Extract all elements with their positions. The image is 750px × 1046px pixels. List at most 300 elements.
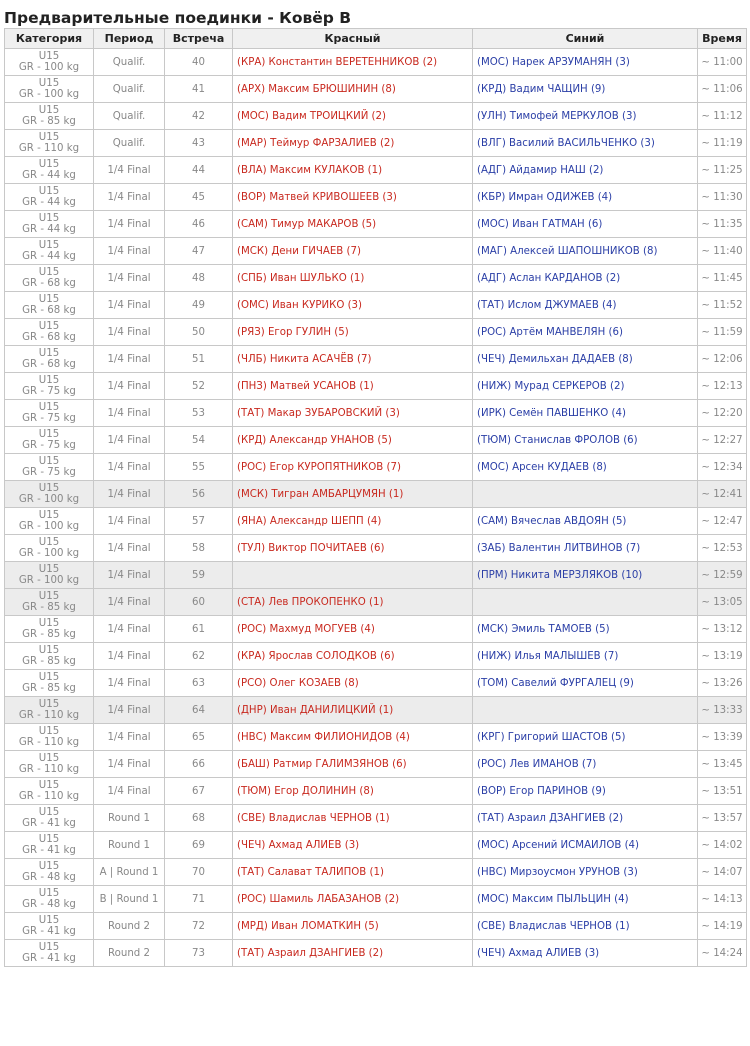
bout-time: ~ 11:52 xyxy=(698,292,747,319)
bout-number: 67 xyxy=(165,778,233,805)
category-cell xyxy=(5,319,94,346)
blue-wrestler: (СВЕ) Владислав ЧЕРНОВ (1) xyxy=(473,913,698,940)
category-age: U15 xyxy=(38,348,60,359)
blue-wrestler: (ТЮМ) Станислав ФРОЛОВ (6) xyxy=(473,427,698,454)
bout-time: ~ 11:00 xyxy=(698,49,747,76)
bout-number: 73 xyxy=(165,940,233,967)
bout-number: 57 xyxy=(165,508,233,535)
table-row[interactable] xyxy=(5,400,747,427)
category-weight: GR - 68 kg xyxy=(22,305,76,316)
category-weight: GR - 68 kg xyxy=(22,359,76,370)
category-weight: GR - 41 kg xyxy=(22,926,76,937)
period-cell: 1/4 Final xyxy=(94,778,165,805)
period-cell: 1/4 Final xyxy=(94,400,165,427)
category-cell xyxy=(5,508,94,535)
period-cell: Round 2 xyxy=(94,913,165,940)
category-weight: GR - 100 kg xyxy=(18,89,80,100)
blue-wrestler: (МСК) Эмиль ТАМОЕВ (5) xyxy=(473,616,698,643)
bout-time: ~ 13:51 xyxy=(698,778,747,805)
blue-wrestler: (АДГ) Аслан КАРДАНОВ (2) xyxy=(473,265,698,292)
category-cell xyxy=(5,859,94,886)
category-weight: GR - 85 kg xyxy=(22,116,76,127)
bout-number: 66 xyxy=(165,751,233,778)
category-cell xyxy=(5,49,94,76)
table-row[interactable] xyxy=(5,616,747,643)
bout-number: 50 xyxy=(165,319,233,346)
period-cell: B | Round 1 xyxy=(94,886,165,913)
red-wrestler: (ТУЛ) Виктор ПОЧИТАЕВ (6) xyxy=(233,535,473,562)
bout-number: 69 xyxy=(165,832,233,859)
bout-time: ~ 12:13 xyxy=(698,373,747,400)
category-age: U15 xyxy=(38,672,60,683)
category-cell xyxy=(5,913,94,940)
table-row[interactable] xyxy=(5,481,747,508)
table-row[interactable] xyxy=(5,292,747,319)
header-blue[interactable]: Синий xyxy=(473,29,698,49)
blue-wrestler: (МОС) Иван ГАТМАН (6) xyxy=(473,211,698,238)
category-cell xyxy=(5,616,94,643)
bout-number: 71 xyxy=(165,886,233,913)
table-row[interactable] xyxy=(5,373,747,400)
category-weight: GR - 85 kg xyxy=(22,602,76,613)
bout-time: ~ 14:02 xyxy=(698,832,747,859)
period-cell: 1/4 Final xyxy=(94,319,165,346)
category-cell xyxy=(5,373,94,400)
period-cell: Qualif. xyxy=(94,130,165,157)
period-cell: Qualif. xyxy=(94,49,165,76)
bout-time: ~ 13:39 xyxy=(698,724,747,751)
table-row[interactable] xyxy=(5,265,747,292)
category-cell xyxy=(5,832,94,859)
bout-time: ~ 13:26 xyxy=(698,670,747,697)
category-cell xyxy=(5,238,94,265)
period-cell: 1/4 Final xyxy=(94,238,165,265)
category-age: U15 xyxy=(38,267,60,278)
bout-number: 53 xyxy=(165,400,233,427)
bout-time: ~ 11:12 xyxy=(698,103,747,130)
category-weight: GR - 41 kg xyxy=(22,845,76,856)
period-cell: 1/4 Final xyxy=(94,562,165,589)
category-age: U15 xyxy=(38,483,60,494)
bout-time: ~ 12:59 xyxy=(698,562,747,589)
bout-time: ~ 14:07 xyxy=(698,859,747,886)
red-wrestler: (ТАТ) Салават ТАЛИПОВ (1) xyxy=(233,859,473,886)
table-row[interactable] xyxy=(5,643,747,670)
table-row[interactable] xyxy=(5,724,747,751)
blue-wrestler: (ТАТ) Азраил ДЗАНГИЕВ (2) xyxy=(473,805,698,832)
bout-number: 61 xyxy=(165,616,233,643)
category-cell xyxy=(5,157,94,184)
category-age: U15 xyxy=(38,645,60,656)
bout-time: ~ 12:53 xyxy=(698,535,747,562)
category-weight: GR - 75 kg xyxy=(22,440,76,451)
blue-wrestler: (КБР) Имран ОДИЖЕВ (4) xyxy=(473,184,698,211)
blue-wrestler xyxy=(473,697,698,724)
bout-time: ~ 11:40 xyxy=(698,238,747,265)
category-age: U15 xyxy=(38,807,60,818)
category-weight: GR - 85 kg xyxy=(22,683,76,694)
category-weight: GR - 100 kg xyxy=(18,494,80,505)
category-cell xyxy=(5,697,94,724)
table-row[interactable] xyxy=(5,778,747,805)
bout-number: 58 xyxy=(165,535,233,562)
bout-time: ~ 14:13 xyxy=(698,886,747,913)
period-cell: 1/4 Final xyxy=(94,184,165,211)
category-weight: GR - 68 kg xyxy=(22,332,76,343)
red-wrestler: (МСК) Дени ГИЧАЕВ (7) xyxy=(233,238,473,265)
blue-wrestler: (НИЖ) Илья МАЛЫШЕВ (7) xyxy=(473,643,698,670)
bout-time: ~ 12:47 xyxy=(698,508,747,535)
bout-time: ~ 11:59 xyxy=(698,319,747,346)
table-row[interactable] xyxy=(5,427,747,454)
category-cell xyxy=(5,805,94,832)
red-wrestler: (РОС) Махмуд МОГУЕВ (4) xyxy=(233,616,473,643)
period-cell: 1/4 Final xyxy=(94,373,165,400)
category-age: U15 xyxy=(38,294,60,305)
red-wrestler xyxy=(233,562,473,589)
category-cell xyxy=(5,184,94,211)
category-weight: GR - 100 kg xyxy=(18,575,80,586)
category-age: U15 xyxy=(38,159,60,170)
category-cell xyxy=(5,778,94,805)
category-cell xyxy=(5,886,94,913)
category-cell xyxy=(5,103,94,130)
category-weight: GR - 44 kg xyxy=(22,251,76,262)
category-age: U15 xyxy=(38,780,60,791)
red-wrestler: (РСО) Олег КОЗАЕВ (8) xyxy=(233,670,473,697)
category-cell xyxy=(5,481,94,508)
category-weight: GR - 75 kg xyxy=(22,386,76,397)
bout-number: 43 xyxy=(165,130,233,157)
table-row[interactable] xyxy=(5,346,747,373)
bout-time: ~ 14:24 xyxy=(698,940,747,967)
red-wrestler: (БАШ) Ратмир ГАЛИМЗЯНОВ (6) xyxy=(233,751,473,778)
header-time[interactable]: Время xyxy=(698,29,747,49)
category-age: U15 xyxy=(38,240,60,251)
period-cell: Qualif. xyxy=(94,103,165,130)
blue-wrestler: (ЧЕЧ) Ахмад АЛИЕВ (3) xyxy=(473,940,698,967)
bout-number: 48 xyxy=(165,265,233,292)
table-row[interactable] xyxy=(5,76,747,103)
table-row[interactable] xyxy=(5,805,747,832)
category-age: U15 xyxy=(38,105,60,116)
blue-wrestler: (МОС) Арсений ИСМАИЛОВ (4) xyxy=(473,832,698,859)
header-category[interactable]: Категория xyxy=(5,29,94,49)
bout-time: ~ 12:34 xyxy=(698,454,747,481)
category-age: U15 xyxy=(38,915,60,926)
bout-number: 62 xyxy=(165,643,233,670)
red-wrestler: (СВЕ) Владислав ЧЕРНОВ (1) xyxy=(233,805,473,832)
red-wrestler: (КРА) Константин ВЕРЕТЕННИКОВ (2) xyxy=(233,49,473,76)
blue-wrestler: (МОС) Максим ПЫЛЬЦИН (4) xyxy=(473,886,698,913)
category-cell xyxy=(5,130,94,157)
blue-wrestler: (ЧЕЧ) Демильхан ДАДАЕВ (8) xyxy=(473,346,698,373)
header-period[interactable]: Период xyxy=(94,29,165,49)
bout-time: ~ 12:41 xyxy=(698,481,747,508)
category-weight: GR - 85 kg xyxy=(22,629,76,640)
bout-number: 68 xyxy=(165,805,233,832)
bout-number: 45 xyxy=(165,184,233,211)
category-weight: GR - 110 kg xyxy=(18,764,80,775)
category-age: U15 xyxy=(38,753,60,764)
blue-wrestler: (УЛН) Тимофей МЕРКУЛОВ (3) xyxy=(473,103,698,130)
category-age: U15 xyxy=(38,51,60,62)
category-age: U15 xyxy=(38,699,60,710)
blue-wrestler xyxy=(473,481,698,508)
red-wrestler: (НВС) Максим ФИЛИОНИДОВ (4) xyxy=(233,724,473,751)
bouts-table xyxy=(4,28,747,967)
bout-time: ~ 13:12 xyxy=(698,616,747,643)
blue-wrestler: (МАГ) Алексей ШАПОШНИКОВ (8) xyxy=(473,238,698,265)
bout-number: 59 xyxy=(165,562,233,589)
category-age: U15 xyxy=(38,186,60,197)
period-cell: 1/4 Final xyxy=(94,292,165,319)
bout-time: ~ 13:45 xyxy=(698,751,747,778)
bout-time: ~ 13:57 xyxy=(698,805,747,832)
period-cell: A | Round 1 xyxy=(94,859,165,886)
period-cell: 1/4 Final xyxy=(94,346,165,373)
bout-time: ~ 11:30 xyxy=(698,184,747,211)
category-weight: GR - 100 kg xyxy=(18,62,80,73)
period-cell: Qualif. xyxy=(94,76,165,103)
category-age: U15 xyxy=(38,726,60,737)
category-age: U15 xyxy=(38,213,60,224)
bout-time: ~ 11:45 xyxy=(698,265,747,292)
blue-wrestler: (МОС) Арсен КУДАЕВ (8) xyxy=(473,454,698,481)
category-weight: GR - 100 kg xyxy=(18,548,80,559)
blue-wrestler xyxy=(473,589,698,616)
blue-wrestler: (КРГ) Григорий ШАСТОВ (5) xyxy=(473,724,698,751)
blue-wrestler: (ИРК) Семён ПАВШЕНКО (4) xyxy=(473,400,698,427)
blue-wrestler: (ВЛГ) Василий ВАСИЛЬЧЕНКО (3) xyxy=(473,130,698,157)
red-wrestler: (КРА) Ярослав СОЛОДКОВ (6) xyxy=(233,643,473,670)
category-cell xyxy=(5,562,94,589)
page-title: Предварительные поединки - Ковёр B xyxy=(4,9,352,27)
category-age: U15 xyxy=(38,861,60,872)
bout-time: ~ 12:27 xyxy=(698,427,747,454)
table-row[interactable] xyxy=(5,940,747,967)
red-wrestler: (РОС) Шамиль ЛАБАЗАНОВ (2) xyxy=(233,886,473,913)
category-cell xyxy=(5,400,94,427)
category-weight: GR - 100 kg xyxy=(18,521,80,532)
table-row[interactable] xyxy=(5,562,747,589)
bout-time: ~ 13:19 xyxy=(698,643,747,670)
category-weight: GR - 48 kg xyxy=(22,872,76,883)
category-cell xyxy=(5,76,94,103)
period-cell: 1/4 Final xyxy=(94,427,165,454)
category-weight: GR - 75 kg xyxy=(22,413,76,424)
bout-time: ~ 11:06 xyxy=(698,76,747,103)
bout-number: 52 xyxy=(165,373,233,400)
table-row[interactable] xyxy=(5,157,747,184)
blue-wrestler: (ТОМ) Савелий ФУРГАЛЕЦ (9) xyxy=(473,670,698,697)
table-row[interactable] xyxy=(5,589,747,616)
red-wrestler: (МОС) Вадим ТРОИЦКИЙ (2) xyxy=(233,103,473,130)
category-age: U15 xyxy=(38,78,60,89)
blue-wrestler: (ПРМ) Никита МЕРЗЛЯКОВ (10) xyxy=(473,562,698,589)
bout-number: 72 xyxy=(165,913,233,940)
period-cell: 1/4 Final xyxy=(94,508,165,535)
table-row[interactable] xyxy=(5,211,747,238)
red-wrestler: (ВЛА) Максим КУЛАКОВ (1) xyxy=(233,157,473,184)
red-wrestler: (ТЮМ) Егор ДОЛИНИН (8) xyxy=(233,778,473,805)
category-weight: GR - 110 kg xyxy=(18,791,80,802)
category-weight: GR - 75 kg xyxy=(22,467,76,478)
red-wrestler: (АРХ) Максим БРЮШИНИН (8) xyxy=(233,76,473,103)
table-row[interactable] xyxy=(5,103,747,130)
red-wrestler: (СТА) Лев ПРОКОПЕНКО (1) xyxy=(233,589,473,616)
bout-time: ~ 14:19 xyxy=(698,913,747,940)
bout-time: ~ 12:06 xyxy=(698,346,747,373)
period-cell: 1/4 Final xyxy=(94,589,165,616)
category-age: U15 xyxy=(38,510,60,521)
table-row[interactable] xyxy=(5,454,747,481)
category-cell xyxy=(5,265,94,292)
category-weight: GR - 41 kg xyxy=(22,953,76,964)
bout-time: ~ 13:05 xyxy=(698,589,747,616)
bout-number: 46 xyxy=(165,211,233,238)
blue-wrestler: (РОС) Артём МАНВЕЛЯН (6) xyxy=(473,319,698,346)
red-wrestler: (ЧЕЧ) Ахмад АЛИЕВ (3) xyxy=(233,832,473,859)
bout-number: 49 xyxy=(165,292,233,319)
table-row[interactable] xyxy=(5,697,747,724)
period-cell: 1/4 Final xyxy=(94,643,165,670)
table-row[interactable] xyxy=(5,508,747,535)
header-red[interactable]: Красный xyxy=(233,29,473,49)
bout-number: 42 xyxy=(165,103,233,130)
bout-number: 54 xyxy=(165,427,233,454)
category-weight: GR - 110 kg xyxy=(18,737,80,748)
bout-number: 51 xyxy=(165,346,233,373)
category-age: U15 xyxy=(38,456,60,467)
table-row[interactable] xyxy=(5,130,747,157)
bout-number: 60 xyxy=(165,589,233,616)
category-cell xyxy=(5,535,94,562)
category-age: U15 xyxy=(38,942,60,953)
bout-number: 44 xyxy=(165,157,233,184)
category-cell xyxy=(5,211,94,238)
period-cell: 1/4 Final xyxy=(94,697,165,724)
red-wrestler: (ДНР) Иван ДАНИЛИЦКИЙ (1) xyxy=(233,697,473,724)
blue-wrestler: (ТАТ) Ислом ДЖУМАЕВ (4) xyxy=(473,292,698,319)
period-cell: 1/4 Final xyxy=(94,616,165,643)
red-wrestler: (МАР) Теймур ФАРЗАЛИЕВ (2) xyxy=(233,130,473,157)
category-weight: GR - 68 kg xyxy=(22,278,76,289)
category-age: U15 xyxy=(38,834,60,845)
blue-wrestler: (МОС) Нарек АРЗУМАНЯН (3) xyxy=(473,49,698,76)
blue-wrestler: (АДГ) Айдамир НАШ (2) xyxy=(473,157,698,184)
period-cell: 1/4 Final xyxy=(94,724,165,751)
category-cell xyxy=(5,724,94,751)
blue-wrestler: (КРД) Вадим ЧАЩИН (9) xyxy=(473,76,698,103)
red-wrestler: (ТАТ) Макар ЗУБАРОВСКИЙ (3) xyxy=(233,400,473,427)
table-row[interactable] xyxy=(5,535,747,562)
red-wrestler: (ПНЗ) Матвей УСАНОВ (1) xyxy=(233,373,473,400)
table-header-row xyxy=(5,29,747,49)
period-cell: 1/4 Final xyxy=(94,157,165,184)
category-weight: GR - 48 kg xyxy=(22,899,76,910)
table-row[interactable] xyxy=(5,184,747,211)
period-cell: 1/4 Final xyxy=(94,751,165,778)
category-age: U15 xyxy=(38,537,60,548)
bout-number: 55 xyxy=(165,454,233,481)
category-age: U15 xyxy=(38,429,60,440)
table-row[interactable] xyxy=(5,49,747,76)
period-cell: 1/4 Final xyxy=(94,211,165,238)
red-wrestler: (РЯЗ) Егор ГУЛИН (5) xyxy=(233,319,473,346)
red-wrestler: (ЧЛБ) Никита АСАЧЁВ (7) xyxy=(233,346,473,373)
bout-number: 64 xyxy=(165,697,233,724)
blue-wrestler: (ВОР) Егор ПАРИНОВ (9) xyxy=(473,778,698,805)
table-row[interactable] xyxy=(5,751,747,778)
bout-number: 40 xyxy=(165,49,233,76)
bout-time: ~ 11:35 xyxy=(698,211,747,238)
table-row[interactable] xyxy=(5,913,747,940)
period-cell: 1/4 Final xyxy=(94,265,165,292)
blue-wrestler: (ЗАБ) Валентин ЛИТВИНОВ (7) xyxy=(473,535,698,562)
bout-time: ~ 12:20 xyxy=(698,400,747,427)
period-cell: Round 1 xyxy=(94,805,165,832)
red-wrestler: (САМ) Тимур МАКАРОВ (5) xyxy=(233,211,473,238)
table-row[interactable] xyxy=(5,319,747,346)
red-wrestler: (ВОР) Матвей КРИВОШЕЕВ (3) xyxy=(233,184,473,211)
red-wrestler: (МСК) Тигран АМБАРЦУМЯН (1) xyxy=(233,481,473,508)
table-row[interactable] xyxy=(5,886,747,913)
period-cell: 1/4 Final xyxy=(94,481,165,508)
period-cell: 1/4 Final xyxy=(94,454,165,481)
category-age: U15 xyxy=(38,888,60,899)
category-cell xyxy=(5,292,94,319)
period-cell: 1/4 Final xyxy=(94,670,165,697)
bout-number: 63 xyxy=(165,670,233,697)
category-weight: GR - 44 kg xyxy=(22,170,76,181)
category-weight: GR - 44 kg xyxy=(22,197,76,208)
red-wrestler: (РОС) Егор КУРОПЯТНИКОВ (7) xyxy=(233,454,473,481)
table-row[interactable] xyxy=(5,670,747,697)
category-cell xyxy=(5,427,94,454)
red-wrestler: (ТАТ) Азраил ДЗАНГИЕВ (2) xyxy=(233,940,473,967)
red-wrestler: (СПБ) Иван ШУЛЬКО (1) xyxy=(233,265,473,292)
header-bout[interactable]: Встреча xyxy=(165,29,233,49)
blue-wrestler: (САМ) Вячеслав АВДОЯН (5) xyxy=(473,508,698,535)
category-age: U15 xyxy=(38,618,60,629)
category-cell xyxy=(5,589,94,616)
category-cell xyxy=(5,751,94,778)
category-age: U15 xyxy=(38,375,60,386)
red-wrestler: (КРД) Александр УНАНОВ (5) xyxy=(233,427,473,454)
category-cell xyxy=(5,670,94,697)
period-cell: Round 2 xyxy=(94,940,165,967)
category-age: U15 xyxy=(38,321,60,332)
category-weight: GR - 110 kg xyxy=(18,710,80,721)
bout-time: ~ 13:33 xyxy=(698,697,747,724)
category-age: U15 xyxy=(38,591,60,602)
bout-number: 41 xyxy=(165,76,233,103)
bout-number: 56 xyxy=(165,481,233,508)
blue-wrestler: (НВС) Мирзоусмон УРУНОВ (3) xyxy=(473,859,698,886)
table-row[interactable] xyxy=(5,238,747,265)
table-row[interactable] xyxy=(5,832,747,859)
table-row[interactable] xyxy=(5,859,747,886)
category-weight: GR - 85 kg xyxy=(22,656,76,667)
category-cell xyxy=(5,346,94,373)
red-wrestler: (МРД) Иван ЛОМАТКИН (5) xyxy=(233,913,473,940)
category-weight: GR - 44 kg xyxy=(22,224,76,235)
category-weight: GR - 41 kg xyxy=(22,818,76,829)
category-age: U15 xyxy=(38,132,60,143)
bout-number: 65 xyxy=(165,724,233,751)
category-weight: GR - 110 kg xyxy=(18,143,80,154)
